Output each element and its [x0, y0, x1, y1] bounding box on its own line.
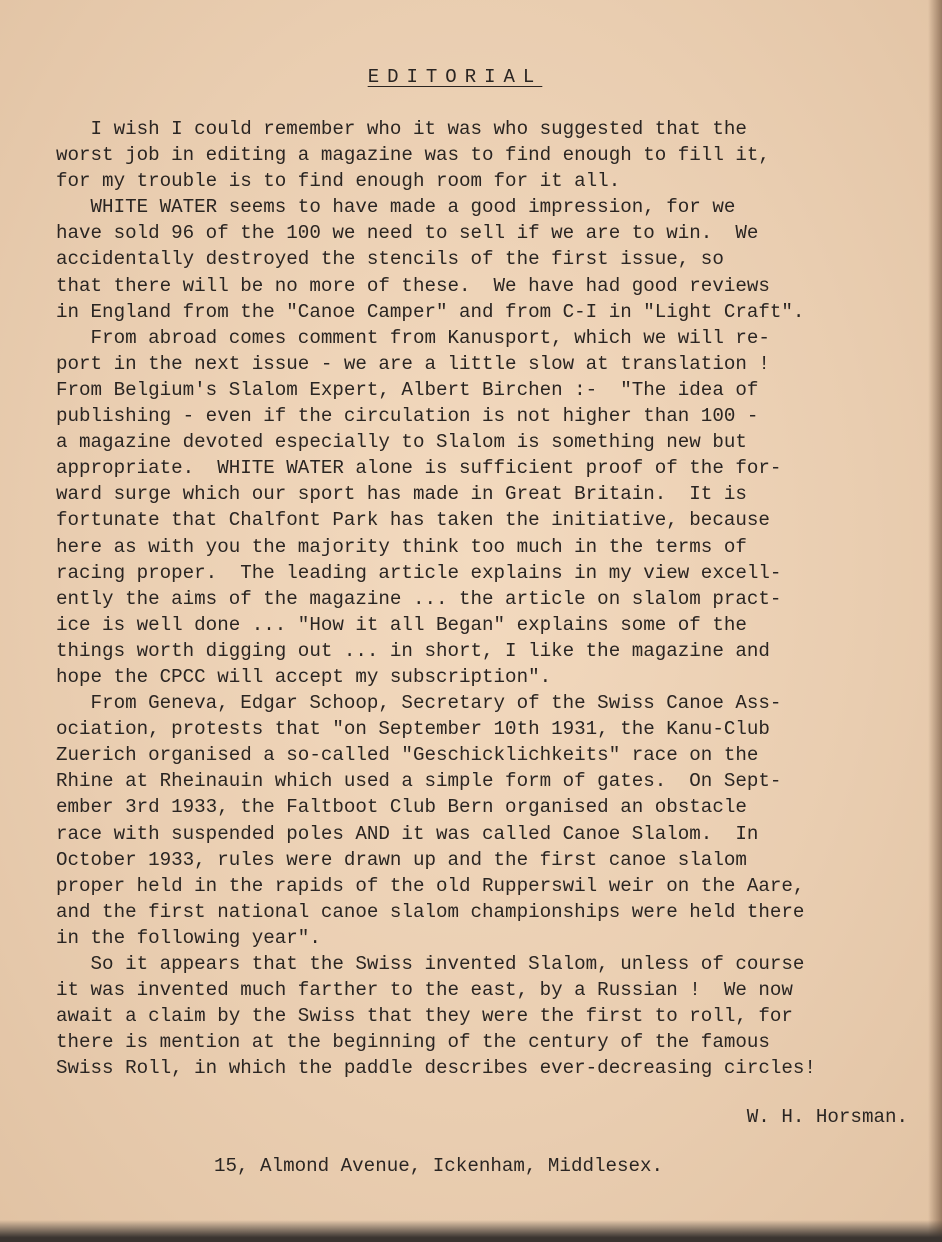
- text-line: that there will be no more of these. We have had good reviews: [56, 274, 770, 297]
- text-line: From Geneva, Edgar Schoop, Secretary of the Swiss Canoe Ass-: [56, 692, 782, 715]
- text-line: fortunate that Chalfont Park has taken the initiative, because: [56, 509, 770, 532]
- text-line: hope the CPCC will accept my subscription".: [56, 665, 552, 688]
- text-line: accidentally destroyed the stencils of the first issue, so: [56, 248, 724, 271]
- paragraph-1: [56, 116, 906, 194]
- text-line: From Belgium's Slalom Expert, Albert Birchen :- "The idea of: [56, 378, 759, 401]
- text-line: it was invented much farther to the east, by a Russian ! We now: [56, 979, 793, 1002]
- text-line: ice is well done ... "How it all Began" explains some of the: [56, 613, 747, 636]
- paragraph-2: [56, 194, 906, 324]
- text-line: ently the aims of the magazine ... the article on slalom pract-: [56, 587, 782, 610]
- paragraph-4: [56, 690, 906, 951]
- editorial-body: [56, 116, 906, 1081]
- author-signature: W. H. Horsman.: [746, 1106, 908, 1128]
- text-line: worst job in editing a magazine was to find enough to fill it,: [56, 144, 770, 167]
- text-line: port in the next issue - we are a little slow at translation !: [56, 352, 770, 375]
- text-line: WHITE WATER seems to have made a good impression, for we: [56, 196, 736, 219]
- text-line: have sold 96 of the 100 we need to sell if we are to win. We: [56, 222, 759, 245]
- text-line: From abroad comes comment from Kanusport, which we will re-: [56, 326, 770, 349]
- text-line: race with suspended poles AND it was called Canoe Slalom. In: [56, 822, 759, 845]
- text-line: Rhine at Rheinauin which used a simple form of gates. On Sept-: [56, 770, 782, 793]
- text-line: ociation, protests that "on September 10th 1931, the Kanu-Club: [56, 718, 770, 741]
- text-line: for my trouble is to find enough room for it all.: [56, 170, 621, 193]
- text-line: proper held in the rapids of the old Rupperswil weir on the Aare,: [56, 874, 805, 897]
- text-line: in the following year".: [56, 926, 321, 949]
- text-line: things worth digging out ... in short, I like the magazine and: [56, 639, 770, 662]
- page-edge-shadow: [928, 0, 942, 1242]
- paragraph-3: [56, 325, 906, 690]
- page-bottom-edge: [0, 1220, 942, 1242]
- text-line: in England from the "Canoe Camper" and from C-I in "Light Craft".: [56, 300, 805, 323]
- text-line: and the first national canoe slalom championships were held there: [56, 900, 805, 923]
- text-line: October 1933, rules were drawn up and the first canoe slalom: [56, 848, 747, 871]
- text-line: ward surge which our sport has made in Great Britain. It is: [56, 483, 747, 506]
- text-line: publishing - even if the circulation is not higher than 100 -: [56, 405, 759, 428]
- page-title: EDITORIAL: [367, 66, 543, 88]
- text-line: there is mention at the beginning of the century of the famous: [56, 1031, 770, 1054]
- text-line: racing proper. The leading article explains in my view excell-: [56, 561, 782, 584]
- text-line: ember 3rd 1933, the Faltboot Club Bern organised an obstacle: [56, 796, 747, 819]
- author-address: 15, Almond Avenue, Ickenham, Middlesex.: [214, 1155, 664, 1177]
- text-line: I wish I could remember who it was who suggested that the: [56, 118, 747, 140]
- text-line: So it appears that the Swiss invented Slalom, unless of course: [56, 953, 805, 975]
- text-line: Zuerich organised a so-called "Geschicklichkeits" race on the: [56, 744, 759, 767]
- paragraph-5: [56, 951, 906, 1081]
- text-line: a magazine devoted especially to Slalom is something new but: [56, 431, 747, 454]
- text-line: Swiss Roll, in which the paddle describes ever-decreasing circles!: [56, 1057, 816, 1080]
- text-line: await a claim by the Swiss that they were the first to roll, for: [56, 1005, 793, 1028]
- text-line: appropriate. WHITE WATER alone is sufficient proof of the for-: [56, 457, 782, 480]
- text-line: here as with you the majority think too much in the terms of: [56, 535, 747, 558]
